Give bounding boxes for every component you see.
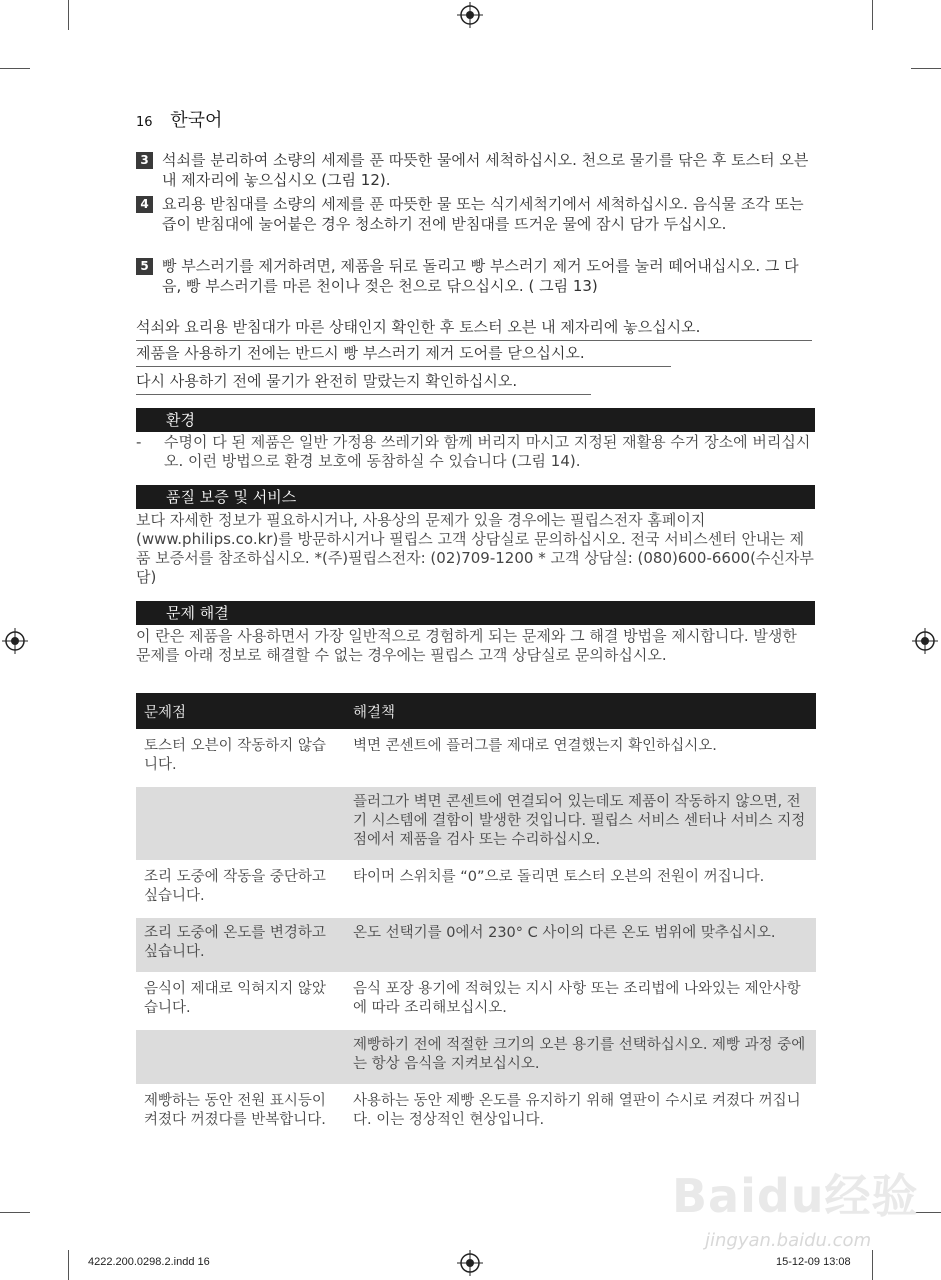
section-header-environment [136,408,815,432]
note-line: 다시 사용하기 전에 물기가 완전히 말랐는지 확인하십시오. [136,371,591,395]
crop-mark [68,0,69,30]
registration-mark-icon [912,628,938,654]
problem-cell: 토스터 오븐이 작동하지 않습니다. [136,730,345,786]
problem-cell [136,786,345,861]
problem-cell [136,1029,345,1085]
footer-file: 4222.200.0298.2.indd 16 [88,1256,210,1268]
page-header [136,106,222,132]
step-item [136,150,816,190]
page-number: 16 [136,115,153,130]
step-item [136,256,816,296]
solution-cell: 온도 선택기를 0에서 230° C 사이의 다른 온도 범위에 맞추십시오. [345,917,816,973]
registration-mark-icon [457,1250,483,1276]
section-header-warranty [136,485,815,509]
table-row [136,1029,816,1085]
footer-date: 15-12-09 13:08 [776,1256,851,1268]
solution-cell: 벽면 콘센트에 플러그를 제대로 연결했는지 확인하십시오. [345,730,816,786]
registration-mark-icon [2,628,28,654]
warranty-text: 보다 자세한 정보가 필요하시거나, 사용상의 문제가 있을 경우에는 필립스전자 홈페이지 (www.philips.co.kr)를 방문하시거나 필립스 고객 상담실로 문의하십시오. 전국 서비스센터 안내는 제품 보증서를 참조하십시오. *(주)필립스전자: (02)709-1200 * 고객 상담실: (080)600-6600(수신자부담) [136,511,814,586]
language-title: 한국어 [170,110,223,131]
registration-mark-icon [457,2,483,28]
table-row [136,917,816,973]
troubleshooting-intro: 이 란은 제품을 사용하면서 가장 일반적으로 경험하게 되는 문제와 그 해결 방법을 제시합니다. 발생한 문제를 아래 정보로 해결할 수 없는 경우에는 필립스 고객 상담실로 문의하십시오. [136,627,797,664]
environment-paragraph [136,433,816,471]
crop-mark [911,68,941,69]
problem-cell: 제빵하는 동안 전원 표시등이 켜졌다 꺼졌다를 반복합니다. [136,1085,345,1140]
step-text: 빵 부스러기를 제거하려면, 제품을 뒤로 돌리고 빵 부스러기 제거 도어를 눌러 떼어내십시오. 그 다음, 빵 부스러기를 마른 천이나 젖은 천으로 닦으십시오. ( 그림 13) [162,257,799,295]
section-header-troubleshooting [136,601,815,625]
crop-mark [68,1250,69,1280]
environment-text: 수명이 다 된 제품은 일반 가정용 쓰레기와 함께 버리지 마시고 지정된 재활용 수거 장소에 버리십시오. 이런 방법으로 환경 보호에 동참하실 수 있습니다 (그림 14). [164,433,811,470]
table-row [136,861,816,917]
problem-cell: 조리 도중에 작동을 중단하고 싶습니다. [136,861,345,917]
problem-cell: 음식이 제대로 익혀지지 않았습니다. [136,973,345,1029]
table-row [136,730,816,786]
solution-cell: 플러그가 벽면 콘센트에 연결되어 있는데도 제품이 작동하지 않으면, 전기 시스템에 결함이 발생한 것입니다. 필립스 서비스 센터나 서비스 지정점에서 제품을 검사 또는 수리하십시오. [345,786,816,861]
list-dash: - [136,433,142,451]
note-line: 석쇠와 요리용 받침대가 마른 상태인지 확인한 후 토스터 오븐 내 제자리에 놓으십시오. [136,317,812,341]
watermark-logo: Baidu经验 [672,1169,919,1223]
crop-mark [872,1250,873,1280]
section-title: 환경 [166,411,195,429]
problem-cell: 조리 도중에 온도를 변경하고 싶습니다. [136,917,345,973]
step-number: 4 [136,196,153,213]
step-number: 5 [136,258,153,275]
step-text: 석쇠를 분리하여 소량의 세제를 푼 따뜻한 물에서 세척하십시오. 천으로 물기를 닦은 후 토스터 오븐 내 제자리에 놓으십시오 (그림 12). [162,151,809,189]
table-row [136,973,816,1029]
section-title: 문제 해결 [166,604,229,622]
crop-mark [0,1212,30,1213]
crop-mark [0,68,30,69]
solution-cell: 사용하는 동안 제빵 온도를 유지하기 위해 열판이 수시로 켜졌다 꺼집니다. 이는 정상적인 현상입니다. [345,1085,816,1140]
column-header-problem: 문제점 [136,693,345,730]
solution-cell: 타이머 스위치를 “0”으로 돌리면 토스터 오븐의 전원이 꺼집니다. [345,861,816,917]
step-text: 요리용 받침대를 소량의 세제를 푼 따뜻한 물 또는 식기세척기에서 세척하십시오. 음식물 조각 또는 즙이 받침대에 눌어붙은 경우 청소하기 전에 받침대를 뜨거운 물에 잠시 담가 두십시오. [162,195,804,233]
column-header-solution: 해결책 [345,693,816,730]
table-header-row [136,693,816,730]
watermark-url: jingyan.baidu.com [705,1230,872,1251]
table-row [136,786,816,861]
solution-cell: 제빵하기 전에 적절한 크기의 오븐 용기를 선택하십시오. 제빵 과정 중에는 항상 음식을 지켜보십시오. [345,1029,816,1085]
crop-mark [872,0,873,30]
step-item [136,194,816,234]
troubleshooting-table [136,693,816,1140]
section-title: 품질 보증 및 서비스 [166,488,297,506]
note-line: 제품을 사용하기 전에는 반드시 빵 부스러기 제거 도어를 닫으십시오. [136,343,671,367]
solution-cell: 음식 포장 용기에 적혀있는 지시 사항 또는 조리법에 나와있는 제안사항에 따라 조리해보십시오. [345,973,816,1029]
table-row [136,1085,816,1140]
step-number: 3 [136,152,153,169]
